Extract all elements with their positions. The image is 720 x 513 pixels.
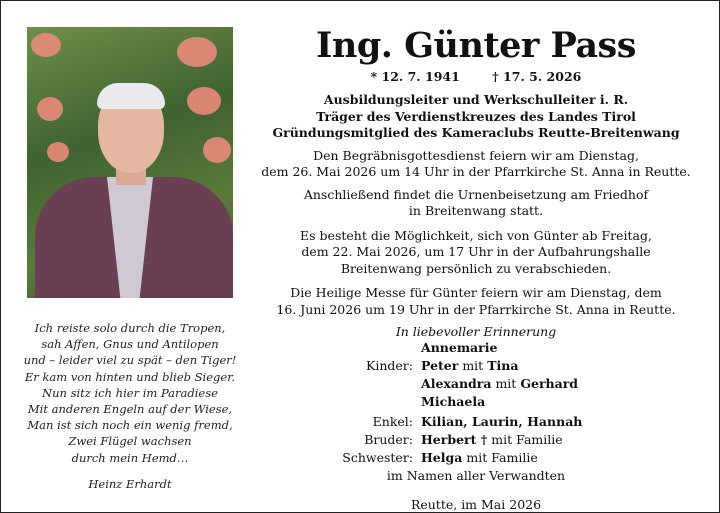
portrait-photo: [27, 27, 233, 298]
brother-label: Bruder:: [364, 432, 413, 447]
death-date: † 17. 5. 2026: [492, 69, 582, 84]
children-row: [251, 393, 701, 411]
child-name: Peter: [421, 358, 459, 373]
joiner: mit: [495, 376, 517, 391]
title-line: Träger des Verdienstkreuzes des Landes Tirol: [316, 108, 636, 124]
joiner: mit: [462, 358, 484, 373]
memory-heading: In liebevoller Erinnerung: [395, 324, 557, 339]
burial-paragraph: [251, 187, 701, 220]
poem-line: Man ist sich noch ein wenig fremd,: [27, 418, 233, 433]
family-list: [251, 339, 701, 489]
deceased-name: Ing. Günter Pass: [316, 25, 636, 66]
notice-text: [251, 25, 701, 512]
sister-name: Helga: [421, 450, 463, 465]
farewell-paragraph: [251, 228, 701, 278]
brother-name: Herbert †: [421, 432, 488, 447]
poem-line: sah Affen, Gnus und Antilopen: [41, 337, 219, 352]
text-line: 16. Juni 2026 um 19 Uhr in der Pfarrkirche St. Anna in Reutte.: [276, 301, 676, 317]
partner-name: Gerhard: [520, 376, 579, 391]
text-line: Es besteht die Möglichkeit, sich von Günter ab Freitag,: [300, 227, 652, 243]
children-row: [251, 375, 701, 393]
text-line: dem 22. Mai 2026, um 17 Uhr in der Aufbahrungshalle: [301, 244, 651, 259]
spouse-name: Annemarie: [421, 340, 498, 355]
text-line: Breitenwang persönlich zu verabschieden.: [340, 260, 612, 276]
text-line: Die Heilige Messe für Günter feiern wir am Dienstag, dem: [290, 285, 662, 300]
poem-line: Mit anderen Engeln auf der Wiese,: [27, 402, 233, 417]
spouse-row: [251, 339, 701, 357]
sister-suffix: mit Familie: [466, 450, 538, 465]
brother-suffix: mit Familie: [491, 432, 563, 447]
text-line: Anschließend findet die Urnenbeisetzung am Friedhof: [303, 186, 649, 202]
text-line: dem 26. Mai 2026 um 14 Uhr in der Pfarrkirche St. Anna in Reutte.: [261, 164, 691, 179]
text-line: Den Begräbnisgottesdienst feiern wir am Dienstag,: [313, 147, 639, 163]
sister-row: [251, 449, 701, 467]
poem-line: Nun sitz ich hier im Paradiese: [42, 385, 218, 400]
honorary-titles: [251, 92, 701, 142]
title-line: Ausbildungsleiter und Werkschulleiter i. R.: [323, 92, 629, 107]
brother-row: [251, 431, 701, 449]
poem-line: Ich reiste solo durch die Tropen,: [34, 321, 226, 335]
grandchildren-label: Enkel:: [372, 414, 413, 429]
partner-name: Tina: [487, 358, 519, 373]
child-name: Alexandra: [421, 376, 492, 391]
grandchildren-row: [251, 413, 701, 431]
poem: [15, 320, 245, 492]
poem-line: durch mein Hemd…: [71, 450, 189, 465]
children-label: Kinder:: [366, 358, 413, 373]
mass-paragraph: [251, 285, 701, 318]
sister-label: Schwester:: [342, 450, 413, 465]
place-date: Reutte, im Mai 2026: [410, 497, 542, 512]
poem-line: Er kam von hinten und blieb Sieger.: [24, 369, 236, 384]
birth-date: * 12. 7. 1941: [370, 69, 460, 84]
title-line: Gründungsmitglied des Kameraclubs Reutte-Breitenwang: [272, 125, 680, 140]
text-line: in Breitenwang statt.: [408, 203, 544, 218]
funeral-service-paragraph: [251, 148, 701, 181]
life-dates: [251, 69, 701, 84]
relatives-line: im Namen aller Verwandten: [386, 468, 566, 483]
poem-line: Zwei Flügel wachsen: [68, 434, 192, 449]
child-name: Michaela: [421, 394, 486, 409]
children-row: [251, 357, 701, 375]
relatives-row: [251, 467, 701, 485]
poem-line: und – leider viel zu spät – den Tiger!: [23, 353, 237, 368]
grandchildren-names: Kilian, Laurin, Hannah: [421, 414, 583, 429]
poem-author: Heinz Erhardt: [88, 476, 172, 491]
